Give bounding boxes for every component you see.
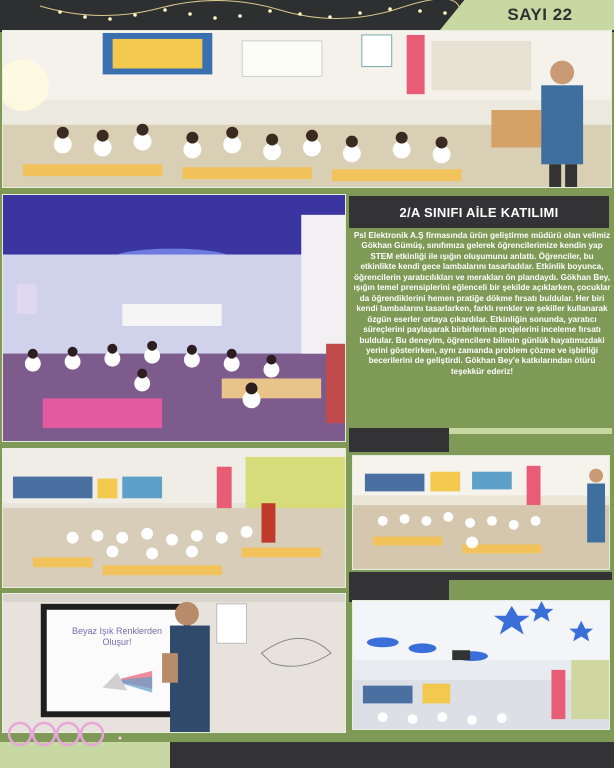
photo-classroom-teacher: [352, 455, 610, 570]
article-title: 2/A SINIFI AİLE KATILIMI: [349, 196, 609, 228]
photo-night-light-classroom: [2, 194, 346, 442]
section-tab-dark-2: [349, 580, 449, 602]
photo-star-ceiling: [352, 600, 610, 730]
photo-classroom-presentation: [2, 30, 612, 188]
photo-classroom-students: [2, 448, 346, 588]
string-lights-decoration: [40, 2, 460, 30]
slide-caption: Beyaz Işık Renklerden Oluşur!: [71, 626, 163, 647]
section-tab-accent: [449, 428, 612, 434]
issue-label: SAYI 22: [507, 5, 573, 24]
article-body: Psl Elektronik A.Ş firmasında ürün geliştirme müdürü olan velimiz Gökhan Gümüş, sınıfımıza gelerek öğrencilerimize kendin yap STEM etkinliği ile ışığın oluşumunu anlattı. Öğrenciler, bu etkinlikte kendi gece lambalarını tasarladılar. Etkinlik boyunca, öğrencilerin yaratıcılıkları ve merakları ön plandaydı. Gökhan Bey, ışığın temel prensiplerini eğlenceli bir şekilde açıklarken, çocuklar da öğrendiklerini hemen pratiğe dökme fırsatı buldular. Her biri kendi lambalarını tasarlarken, farklı renkler ve şekiller kullanarak özgün eserler ortaya çıkardılar. Etkinliğin sonunda, yaratıcı süreçlerini paylaşarak birbirlerinin projelerini inceleme fırsatı buldular. Bu deneyim, öğrencilere bilimin günlük hayatımızdaki yerini gösterirken, aynı zamanda problem çözme ve işbirliği becerilerini de geliştirdi. Gökhan Bey'e katkılarından ötürü teşekkür ederiz!: [353, 231, 611, 376]
sparkle-decoration: [0, 712, 150, 752]
section-band-dark: [349, 572, 612, 580]
section-tab-dark: [349, 428, 449, 452]
